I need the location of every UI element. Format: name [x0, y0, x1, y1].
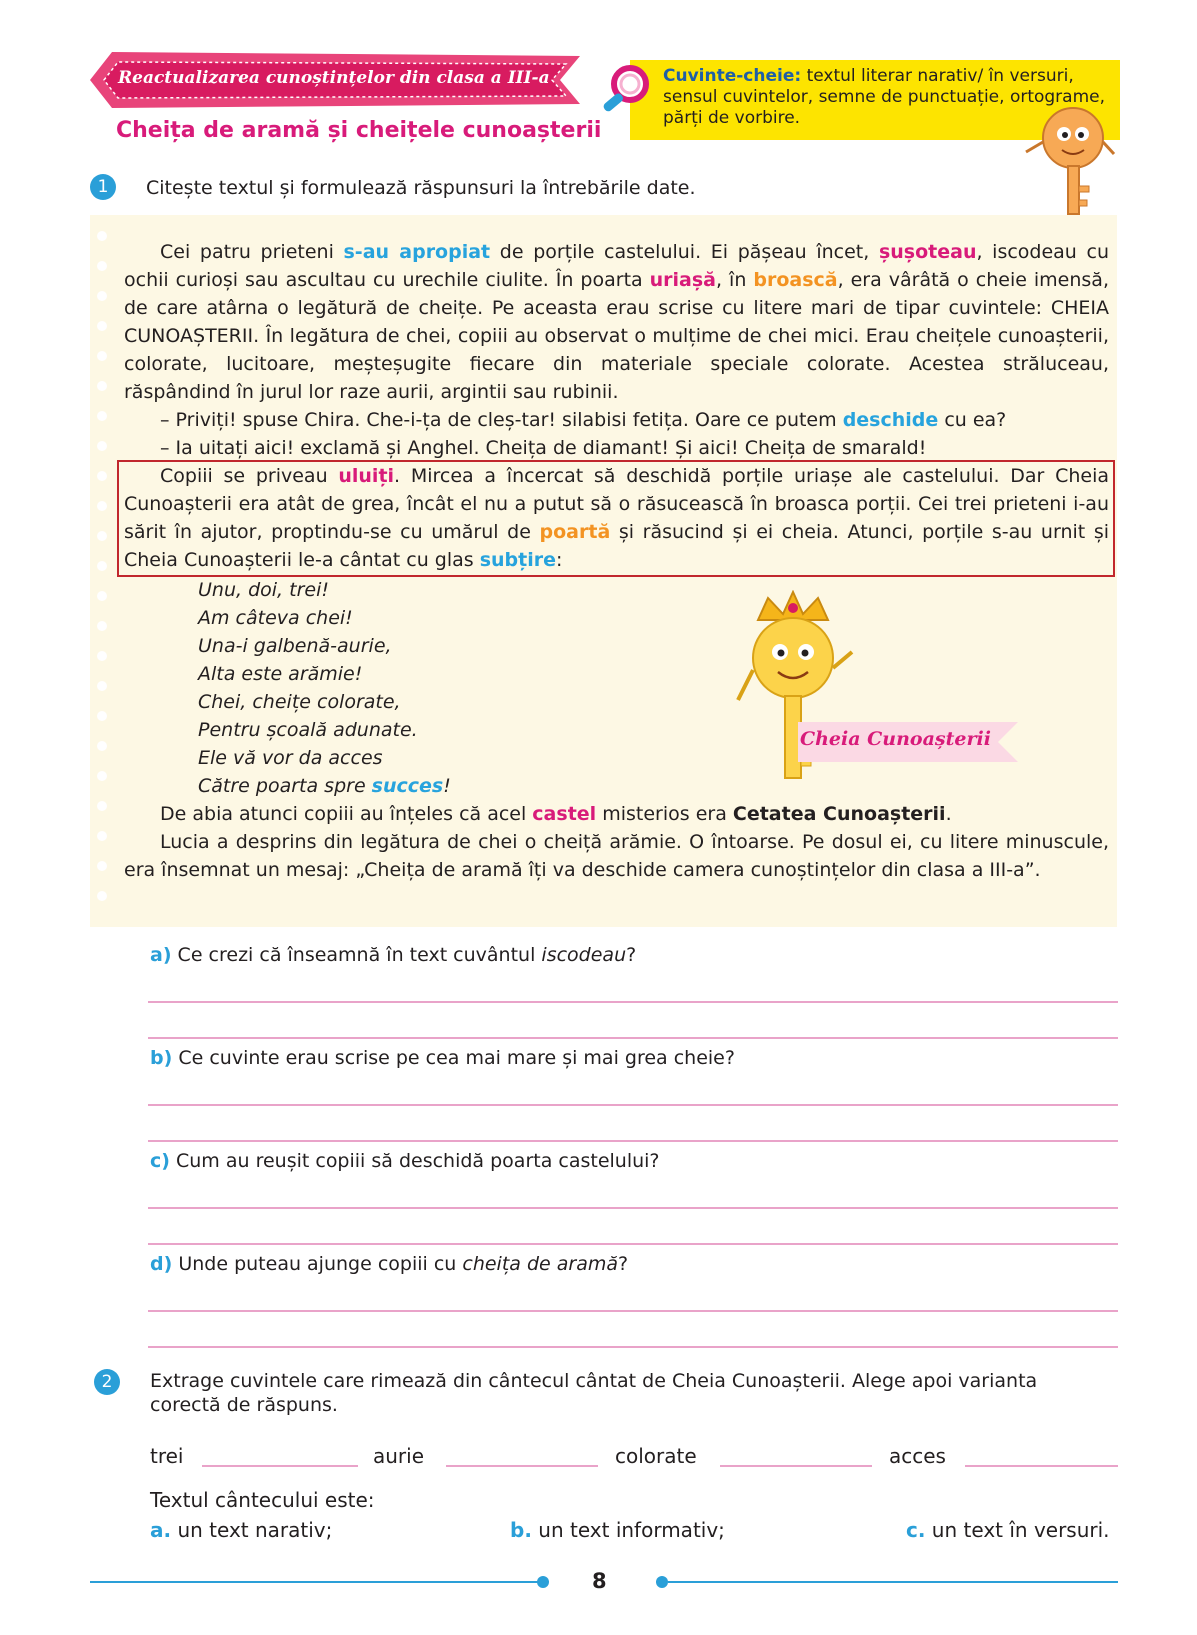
story-paragraph: Lucia a desprins din legătura de chei o cheiță arămie. O întoarse. Pe dosul ei, cu litere minuscule, era însemnat un mesaj: „Cheița de aramă îți va deschide camera cunoștințelor din clasa a III-a”. [124, 831, 1109, 881]
footer-rule [668, 1581, 1118, 1583]
lesson-title: Cheița de aramă și cheițele cunoașterii [116, 118, 602, 143]
rhyme-blank[interactable] [720, 1465, 872, 1467]
exercise-instruction: Citește textul și formulează răspunsuri la întrebările date. [146, 177, 696, 199]
rhyme-blank[interactable] [446, 1465, 598, 1467]
choice-prompt: Textul cântecului este: [150, 1488, 375, 1512]
poem-line: Una-i galbenă-aurie, [198, 635, 392, 657]
answer-line[interactable] [148, 1310, 1118, 1312]
choice-option-c[interactable]: c. un text în versuri. [906, 1518, 1110, 1542]
story-paragraph: De abia atunci copiii au înțeles că acel castel misterios era Cetatea Cunoașterii. [160, 803, 952, 825]
answer-line[interactable] [148, 1140, 1118, 1142]
rhyme-word: trei [150, 1444, 184, 1468]
rhyme-blank[interactable] [965, 1465, 1118, 1467]
answer-line[interactable] [148, 1346, 1118, 1348]
song-poem [198, 576, 451, 800]
poem-line: Ele vă vor da acces [198, 747, 383, 769]
rhyme-word: colorate [615, 1444, 697, 1468]
page-number: 8 [592, 1569, 607, 1593]
poem-line: Am câteva chei! [198, 607, 353, 629]
poem-line: Către poarta spre succes! [198, 775, 451, 797]
answer-line[interactable] [148, 1001, 1118, 1003]
mascot-label: Cheia Cunoașterii [800, 728, 991, 750]
key-mascot-illustration [1018, 100, 1118, 220]
poem-line: Alta este arămie! [198, 663, 363, 685]
poem-line: Pentru școală adunate. [198, 719, 418, 741]
poem-line: Unu, doi, trei! [198, 579, 329, 601]
magnifier-icon [598, 62, 658, 122]
story-dialogue-line: – Ia uitați aici! exclamă și Anghel. Cheița de diamant! Și aici! Cheița de smarald! [160, 437, 927, 459]
rhyme-word: aurie [373, 1444, 425, 1468]
choice-option-a[interactable]: a. un text narativ; [150, 1518, 333, 1542]
notebook-holes-decoration [94, 228, 110, 918]
story-paragraph-highlighted: Copiii se priveau uluiți. Mircea a încercat să deschidă porțile uriașe ale castelului. Dar Cheia Cunoașterii era atât de grea, încât el nu a putut să o răsucească în broasca porții. Cei trei prieteni i-au sărit în ajutor, proptindu-se cu umărul de poartă și răsucind și ei cheia. Atunci, porțile s-au urnit și Cheia Cunoașterii le-a cântat cu glas subțire: [124, 465, 1109, 571]
question-c: c) Cum au reușit copiii să deschidă poarta castelului? [150, 1150, 660, 1172]
footer-dot [537, 1576, 549, 1588]
rhyme-word: acces [889, 1444, 946, 1468]
story-paragraph: Cei patru prieteni s-au apropiat de porțile castelului. Ei pășeau încet, șușoteau, iscodeau cu ochii curioși sau ascultau cu urechile ciulite. În poarta uriașă, în broască, era vârâtă o cheie imensă, de care atârna o legătură de cheițe. Pe aceasta erau scrise cu litere mari de tipar cuvintele: CHEIA CUNOAȘTERII. În legătura de chei, copiii au observat o mulțime de chei mici. Erau cheițele cunoașterii, colorate, lucitoare, meșteșugite fiecare din materiale speciale colorate. Acestea străluceau, răspândind în jurul lor raze aurii, argintii sau rubinii. [124, 241, 1109, 403]
exercise-number: 2 [94, 1369, 120, 1395]
section-ribbon-label: Reactualizarea cunoștințelor din clasa a III-a [118, 68, 550, 88]
answer-line[interactable] [148, 1207, 1118, 1209]
question-a: a) Ce crezi că înseamnă în text cuvântul iscodeau? [150, 944, 637, 966]
exercise-instruction: Extrage cuvintele care rimează din cântecul cântat de Cheia Cunoașterii. Alege apoi varianta corectă de răspuns. [150, 1370, 1038, 1416]
answer-line[interactable] [148, 1104, 1118, 1106]
story-dialogue-line: – Priviți! spuse Chira. Che-i-ța de cleș-tar! silabisi fetița. Oare ce putem deschide cu ea? [160, 409, 1007, 431]
footer-dot [656, 1576, 668, 1588]
question-d: d) Unde puteau ajunge copiii cu cheița de aramă? [150, 1253, 629, 1275]
keywords-list: textul literar narativ/ în versuri, sensul cuvintelor, semne de punctuație, ortograme, părți de vorbire. [663, 66, 1106, 128]
poem-line: Chei, cheițe colorate, [198, 691, 401, 713]
keywords-label: Cuvinte-cheie: [663, 66, 802, 86]
footer-rule [90, 1581, 545, 1583]
answer-line[interactable] [148, 1243, 1118, 1245]
choice-option-b[interactable]: b. un text informativ; [510, 1518, 725, 1542]
rhyme-blank[interactable] [202, 1465, 358, 1467]
highlight-frame [117, 460, 1115, 577]
exercise-number: 1 [90, 174, 116, 200]
question-b: b) Ce cuvinte erau scrise pe cea mai mare și mai grea cheie? [150, 1047, 735, 1069]
answer-line[interactable] [148, 1037, 1118, 1039]
